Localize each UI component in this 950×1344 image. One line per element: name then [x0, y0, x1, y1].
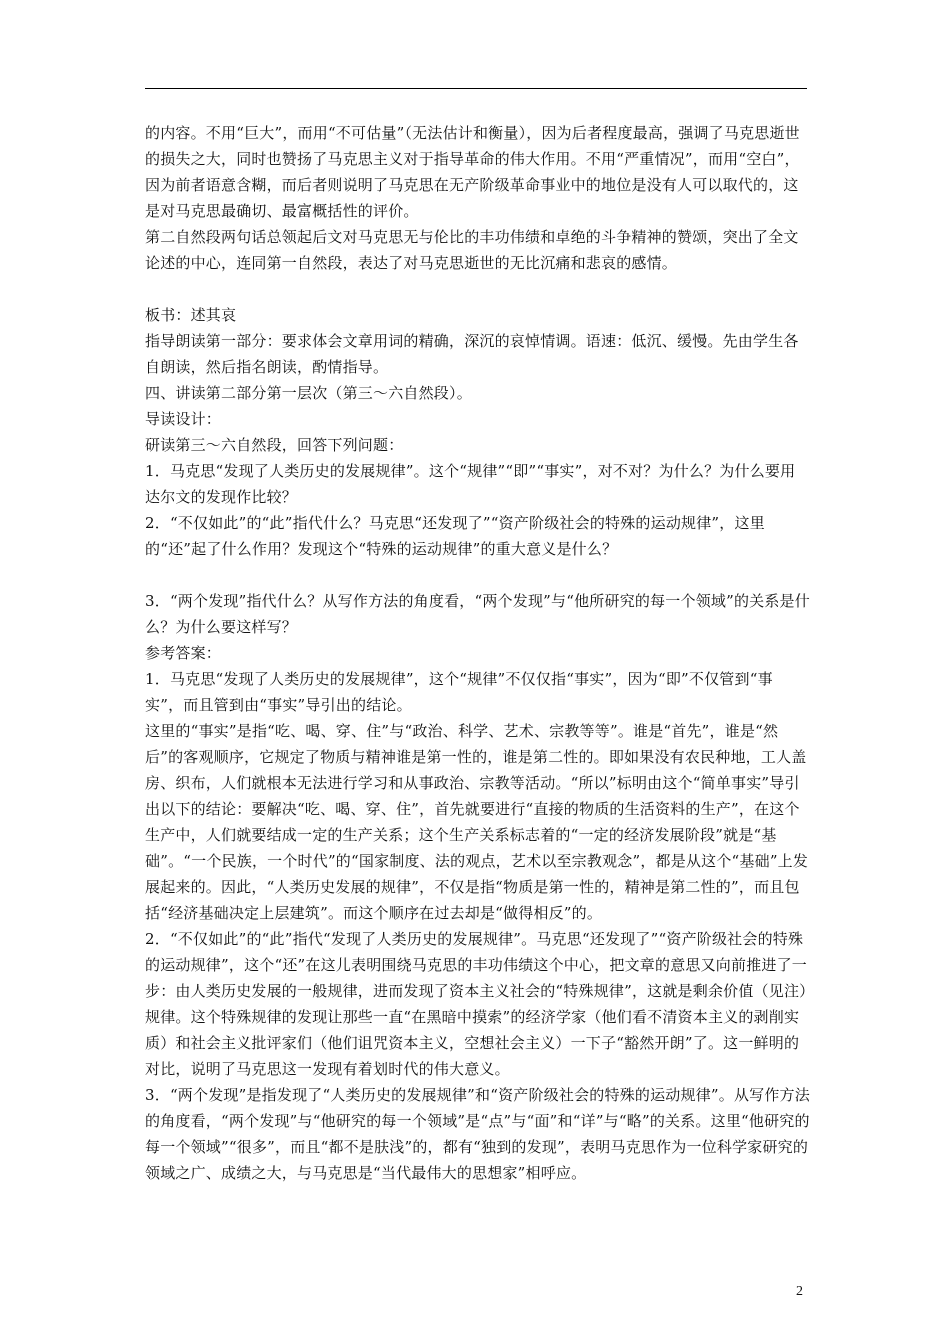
- body-text: [145, 120, 810, 1186]
- section-heading: 四、讲读第二部分第一层次（第三～六自然段）。: [145, 384, 472, 402]
- answer-item: 1．马克思“发现了人类历史的发展规律”，这个“规律”不仅仅指“事实”，因为“即”不仅管到“事实”，而且管到由“事实”导引出的结论。: [145, 670, 773, 714]
- question-item: 2．“不仅如此”的“此”指代什么？马克思“还发现了”“资产阶级社会的特殊的运动规律”，这里的“还”起了什么作用？发现这个“特殊的运动规律”的重大意义是什么？: [145, 514, 765, 558]
- paragraph: 板书：述其哀: [145, 306, 237, 324]
- paragraph: 第二自然段两句话总领起后文对马克思无与伦比的丰功伟绩和卓绝的斗争精神的赞颂，突出了全文论述的中心，连同第一自然段，表达了对马克思逝世的无比沉痛和悲哀的感情。: [145, 228, 799, 272]
- paragraph: 的内容。不用“巨大”，而用“不可估量”（无法估计和衡量），因为后者程度最高，强调了马克思逝世的损失之大，同时也赞扬了马克思主义对于指导革命的伟大作用。不用“严重情况”，而用“空白”，因为前者语意含糊，而后者则说明了马克思在无产阶级革命事业中的地位是没有人可以取代的，这是对马克思最确切、最富概括性的评价。: [145, 124, 800, 220]
- blank-line: [145, 562, 810, 588]
- page-number: 2: [796, 1284, 803, 1299]
- question-item: 1．马克思“发现了人类历史的发展规律”。这个“规律”“即”“事实”，对不对？为什么？为什么要用达尔文的发现作比较？: [145, 462, 796, 506]
- header-rule: [145, 88, 807, 89]
- paragraph: 这里的“事实”是指“吃、喝、穿、住”与“政治、科学、艺术、宗教等等”。谁是“首先”，谁是“然后”的客观顺序，它规定了物质与精神谁是第一性的，谁是第二性的。即如果没有农民种地，工人盖房、织布，人们就根本无法进行学习和从事政治、宗教等活动。“所以”标明由这个“简单事实”导引出以下的结论：要解决“吃、喝、穿、住”，首先就要进行“直接的物质的生活资料的生产”，在这个生产中，人们就要结成一定的生产关系；这个生产关系标志着的“一定的经济发展阶段”就是“基础”。“一个民族，一个时代”的“国家制度、法的观点，艺术以至宗教观念”，都是从这个“基础”上发展起来的。因此，“人类历史发展的规律”，不仅是指“物质是第一性的，精神是第二性的”，而且包括“经济基础决定上层建筑”。而这个顺序在过去却是“做得相反”的。: [145, 722, 809, 922]
- blank-line: [145, 276, 810, 302]
- answer-item: 3．“两个发现”是指发现了“人类历史的发展规律”和“资产阶级社会的特殊的运动规律”。从写作方法的角度看，“两个发现”与“他研究的每一个领域”是“点”与“面”和“详”与“略”的关系。这里“他研究的每一个领域”“很多”，而且“都不是肤浅”的，都有“独到的发现”，表明马克思作为一位科学家研究的领域之广、成绩之大，与马克思是“当代最伟大的思想家”相呼应。: [145, 1086, 810, 1182]
- paragraph: 导读设计：: [145, 410, 222, 428]
- answers-heading: 参考答案：: [145, 644, 222, 662]
- question-item: 3．“两个发现”指代什么？从写作方法的角度看，“两个发现”与“他所研究的每一个领域”的关系是什么？为什么要这样写？: [145, 592, 810, 636]
- paragraph: 研读第三～六自然段，回答下列问题：: [145, 436, 404, 454]
- paragraph: 指导朗读第一部分：要求体会文章用词的精确，深沉的哀悼情调。语速：低沉、缓慢。先由学生各自朗读，然后指名朗读，酌情指导。: [145, 332, 799, 376]
- answer-item: 2．“不仅如此”的“此”指代“发现了人类历史的发展规律”。马克思“还发现了”“资产阶级社会的特殊的运动规律”，这个“还”在这儿表明围绕马克思的丰功伟绩这个中心，把文章的意思又向前推进了一步：由人类历史发展的一般规律，进而发现了资本主义社会的“特殊规律”，这就是剩余价值（见注）规律。这个特殊规律的发现让那些一直“在黑暗中摸索”的经济学家（他们看不清资本主义的剥削实质）和社会主义批评家们（他们诅咒资本主义，空想社会主义）一下子“豁然开朗”了。这一鲜明的对比，说明了马克思这一发现有着划时代的伟大意义。: [145, 930, 808, 1078]
